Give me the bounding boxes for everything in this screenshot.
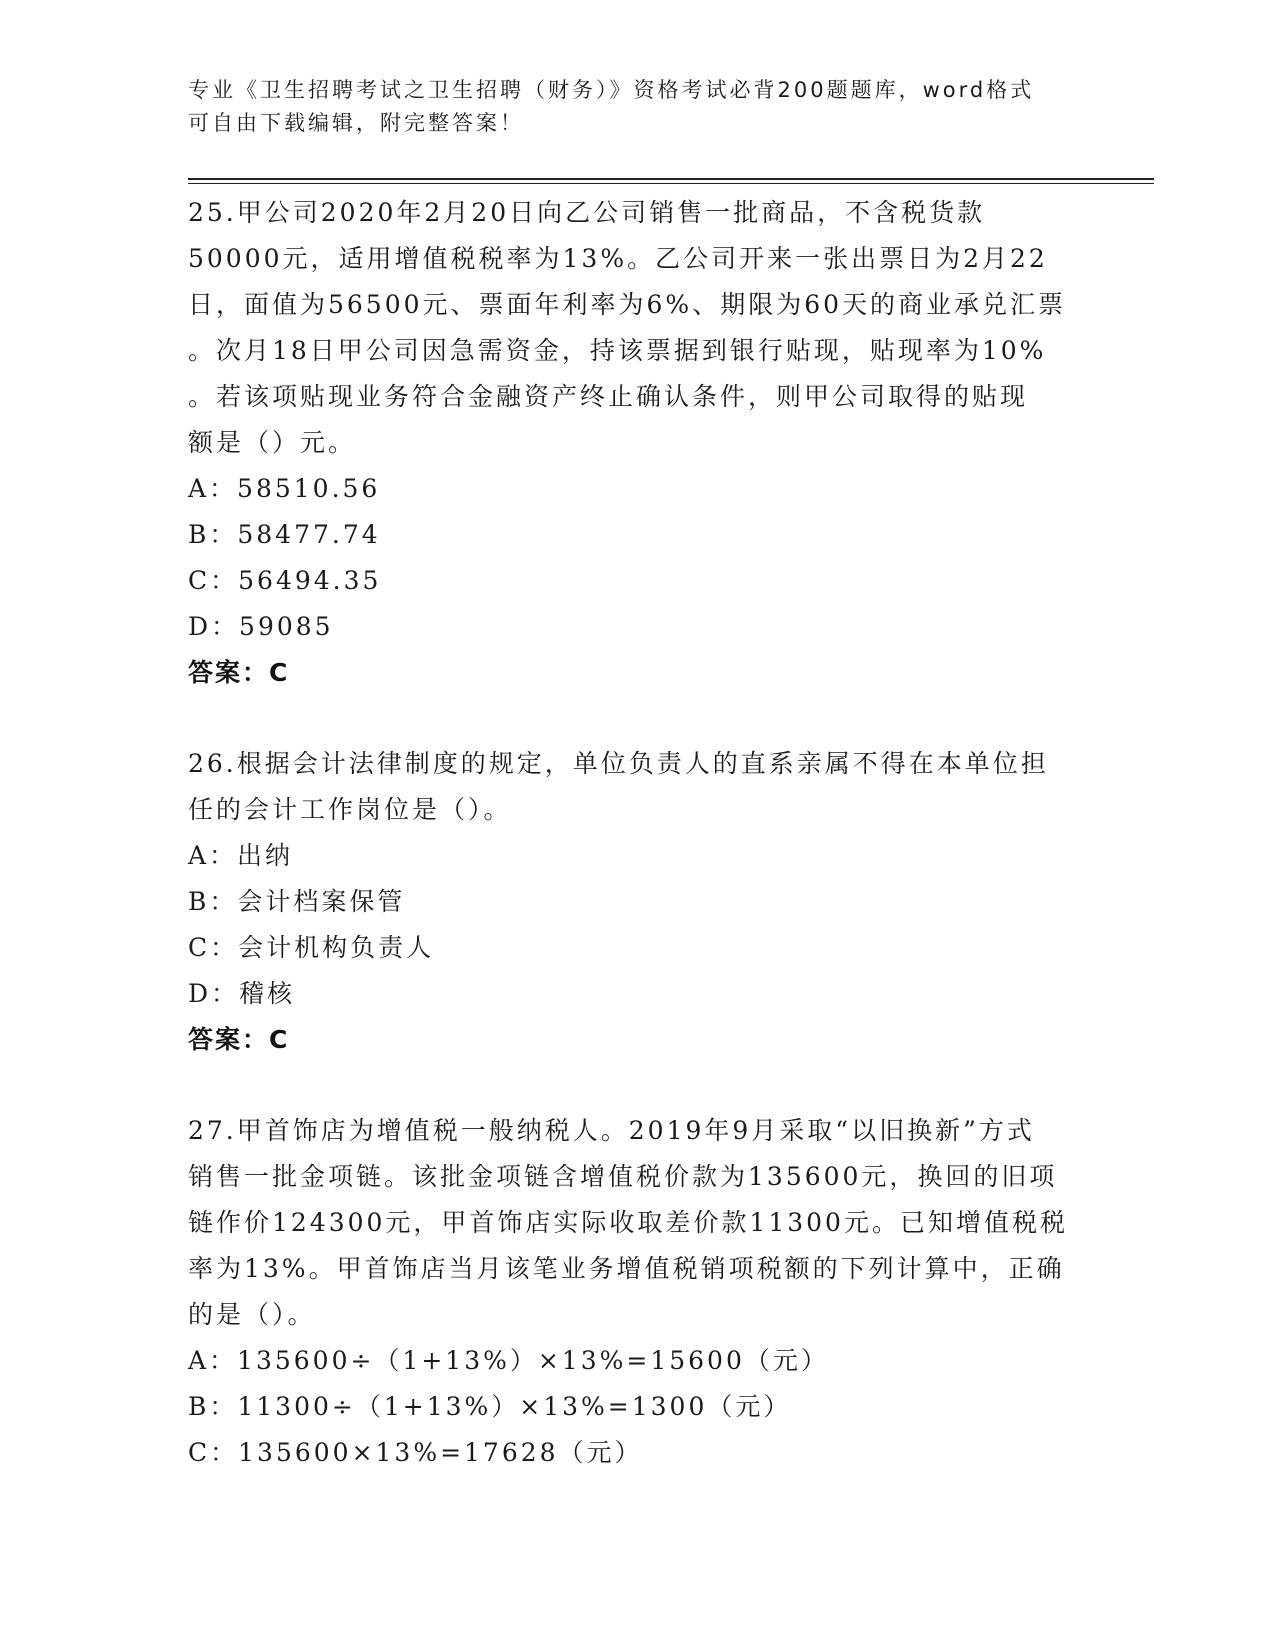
option-d: D：稽核 bbox=[188, 979, 296, 1008]
question-27 bbox=[188, 1108, 1088, 1476]
option-c: C：135600×13%=17628（元） bbox=[188, 1438, 643, 1467]
answer-label: 答案：C bbox=[188, 658, 290, 687]
option-c: C：56494.35 bbox=[188, 566, 382, 595]
question-line: 率为13%。甲首饰店当月该笔业务增值税销项税额的下列计算中，正确 bbox=[188, 1254, 1065, 1283]
option-a: A：58510.56 bbox=[188, 474, 381, 503]
question-line: 额是（）元。 bbox=[188, 428, 357, 457]
answer-label: 答案：C bbox=[188, 1025, 290, 1054]
header-line-1: 专业《卫生招聘考试之卫生招聘（财务）》资格考试必背200题题库，word格式 bbox=[188, 78, 1035, 102]
option-b: B：11300÷（1+13%）×13%=1300（元） bbox=[188, 1392, 792, 1421]
question-line: 27.甲首饰店为增值税一般纳税人。2019年9月采取“以旧换新”方式 bbox=[188, 1116, 1035, 1145]
option-c: C：会计机构负责人 bbox=[188, 933, 435, 962]
header-line-2: 可自由下载编辑，附完整答案！ bbox=[188, 111, 524, 135]
question-25 bbox=[188, 190, 1088, 696]
question-line: 销售一批金项链。该批金项链含增值税价款为135600元，换回的旧项 bbox=[188, 1162, 1058, 1191]
option-d: D：59085 bbox=[188, 612, 334, 641]
question-line: 50000元，适用增值税税率为13%。乙公司开来一张出票日为2月22 bbox=[188, 244, 1048, 273]
option-a: A：135600÷（1+13%）×13%=15600（元） bbox=[188, 1346, 829, 1375]
question-line: 日，面值为56500元、票面年利率为6%、期限为60天的商业承兑汇票 bbox=[188, 290, 1067, 319]
page-header bbox=[188, 74, 1088, 140]
question-line: 25.甲公司2020年2月20日向乙公司销售一批商品，不含税货款 bbox=[188, 198, 986, 227]
question-stem bbox=[188, 1108, 1088, 1338]
question-line: 任的会计工作岗位是（）。 bbox=[188, 795, 512, 824]
question-line: 26.根据会计法律制度的规定，单位负责人的直系亲属不得在本单位担 bbox=[188, 749, 1049, 778]
option-b: B：会计档案保管 bbox=[188, 887, 406, 916]
option-a: A：出纳 bbox=[188, 841, 294, 870]
question-stem bbox=[188, 741, 1088, 833]
question-line: 。若该项贴现业务符合金融资产终止确认条件，则甲公司取得的贴现 bbox=[188, 382, 1029, 411]
header-divider-thick bbox=[188, 178, 1154, 180]
question-line: 链作价124300元，甲首饰店实际收取差价款11300元。已知增值税税 bbox=[188, 1208, 1068, 1237]
question-stem bbox=[188, 190, 1088, 466]
question-list bbox=[188, 190, 1088, 1521]
question-line: 。次月18日甲公司因急需资金，持该票据到银行贴现，贴现率为10% bbox=[188, 336, 1047, 365]
option-b: B：58477.74 bbox=[188, 520, 381, 549]
question-line: 的是（）。 bbox=[188, 1300, 316, 1329]
header-divider-thin bbox=[188, 183, 1154, 184]
question-26 bbox=[188, 741, 1088, 1063]
